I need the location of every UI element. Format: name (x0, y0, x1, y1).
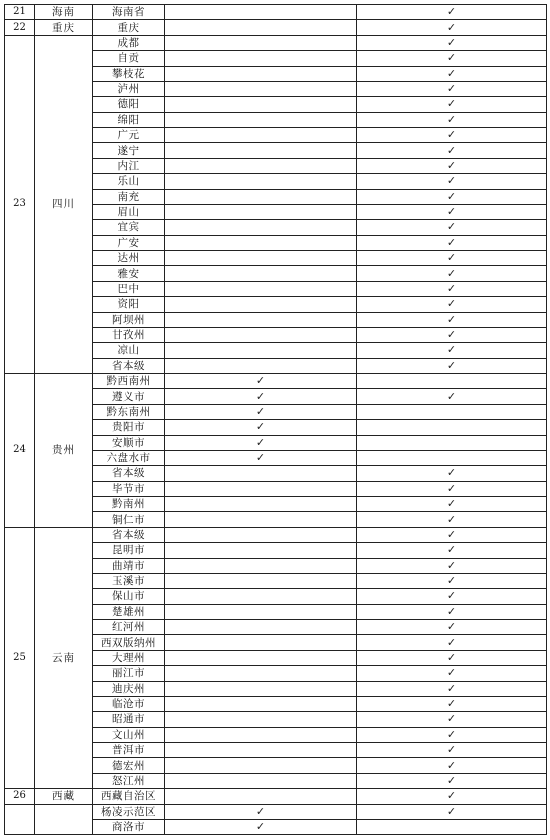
check-column-b-cell (357, 343, 547, 358)
check-column-a-cell (165, 281, 357, 296)
check-column-a-cell (165, 481, 357, 496)
checkmark-icon: ✓ (446, 558, 457, 572)
city-name-cell: 玉溪市 (93, 573, 165, 588)
check-column-a-cell (165, 696, 357, 711)
city-name-cell: 毕节市 (93, 481, 165, 496)
check-column-b-cell (357, 112, 547, 127)
check-column-b-cell (357, 266, 547, 281)
checkmark-icon: ✓ (446, 251, 457, 265)
table-row (5, 789, 547, 804)
checkmark-icon: ✓ (255, 435, 266, 449)
checkmark-icon: ✓ (446, 174, 457, 188)
check-column-b-cell (357, 220, 547, 235)
checkmark-icon: ✓ (446, 82, 457, 96)
check-column-a-cell (165, 650, 357, 665)
province-name-cell: 四川 (35, 35, 93, 373)
city-name-cell: 攀枝花 (93, 66, 165, 81)
check-column-a-cell (165, 20, 357, 35)
check-column-a-cell (165, 358, 357, 373)
check-column-b-cell (357, 743, 547, 758)
checkmark-icon: ✓ (446, 35, 457, 49)
checkmark-icon: ✓ (446, 650, 457, 664)
checkmark-icon: ✓ (446, 281, 457, 295)
checkmark-icon: ✓ (446, 312, 457, 326)
checkmark-icon: ✓ (446, 574, 457, 588)
check-column-b-cell (357, 158, 547, 173)
check-column-b-cell (357, 666, 547, 681)
check-column-b-cell (357, 20, 547, 35)
city-name-cell: 普洱市 (93, 743, 165, 758)
province-name-cell: 西藏 (35, 789, 93, 804)
checkmark-icon: ✓ (446, 66, 457, 80)
check-column-a-cell (165, 174, 357, 189)
check-column-b-cell (357, 312, 547, 327)
check-column-b-cell (357, 81, 547, 96)
city-name-cell: 红河州 (93, 620, 165, 635)
check-column-a-cell (165, 189, 357, 204)
check-column-b-cell (357, 327, 547, 342)
city-name-cell: 眉山 (93, 204, 165, 219)
checkmark-icon: ✓ (446, 743, 457, 757)
check-column-a-cell (165, 35, 357, 50)
checkmark-icon: ✓ (446, 497, 457, 511)
city-name-cell: 资阳 (93, 297, 165, 312)
check-column-b-cell (357, 189, 547, 204)
city-name-cell: 曲靖市 (93, 558, 165, 573)
check-column-b-cell (357, 497, 547, 512)
check-column-b-cell (357, 819, 547, 834)
check-column-a-cell (165, 819, 357, 834)
check-column-b-cell (357, 620, 547, 635)
table-row (5, 374, 547, 389)
province-number-cell: 23 (5, 35, 35, 373)
check-column-b-cell (357, 604, 547, 619)
check-column-a-cell (165, 727, 357, 742)
check-column-b-cell (357, 727, 547, 742)
check-column-a-cell (165, 420, 357, 435)
check-column-a-cell (165, 620, 357, 635)
check-column-a-cell (165, 251, 357, 266)
city-name-cell: 凉山 (93, 343, 165, 358)
check-column-b-cell (357, 481, 547, 496)
check-column-a-cell (165, 128, 357, 143)
check-column-b-cell (357, 204, 547, 219)
check-column-a-cell (165, 327, 357, 342)
checkmark-icon: ✓ (255, 804, 266, 818)
check-column-a-cell (165, 604, 357, 619)
checkmark-icon: ✓ (446, 5, 457, 19)
province-number-cell: 25 (5, 527, 35, 788)
city-name-cell: 重庆 (93, 20, 165, 35)
province-number-cell: 26 (5, 789, 35, 804)
check-column-b-cell (357, 435, 547, 450)
checkmark-icon: ✓ (255, 451, 266, 465)
checkmark-icon: ✓ (446, 727, 457, 741)
check-column-a-cell (165, 743, 357, 758)
checkmark-icon: ✓ (255, 389, 266, 403)
check-column-a-cell (165, 773, 357, 788)
city-name-cell: 自贡 (93, 51, 165, 66)
province-name-cell: 贵州 (35, 374, 93, 528)
check-column-b-cell (357, 128, 547, 143)
city-name-cell: 迪庆州 (93, 681, 165, 696)
check-column-a-cell (165, 143, 357, 158)
city-name-cell: 省本级 (93, 358, 165, 373)
city-name-cell: 绵阳 (93, 112, 165, 127)
city-name-cell: 黔西南州 (93, 374, 165, 389)
city-name-cell: 丽江市 (93, 666, 165, 681)
check-column-a-cell (165, 297, 357, 312)
check-column-a-cell (165, 389, 357, 404)
check-column-a-cell (165, 5, 357, 20)
check-column-a-cell (165, 312, 357, 327)
check-column-b-cell (357, 589, 547, 604)
city-name-cell: 保山市 (93, 589, 165, 604)
check-column-a-cell (165, 435, 357, 450)
checkmark-icon: ✓ (446, 112, 457, 126)
check-column-a-cell (165, 158, 357, 173)
checkmark-icon: ✓ (446, 527, 457, 541)
checkmark-icon: ✓ (255, 374, 266, 388)
city-name-cell: 省本级 (93, 527, 165, 542)
check-column-b-cell (357, 235, 547, 250)
province-number-cell: 24 (5, 374, 35, 528)
check-column-b-cell (357, 281, 547, 296)
city-name-cell: 广元 (93, 128, 165, 143)
check-column-b-cell (357, 558, 547, 573)
checkmark-icon: ✓ (446, 466, 457, 480)
city-name-cell: 西双版纳州 (93, 635, 165, 650)
check-column-a-cell (165, 235, 357, 250)
city-name-cell: 六盘水市 (93, 450, 165, 465)
city-name-cell: 德阳 (93, 97, 165, 112)
checkmark-icon: ✓ (446, 697, 457, 711)
check-column-a-cell (165, 589, 357, 604)
checkmark-icon: ✓ (446, 205, 457, 219)
province-name-cell: 海南 (35, 5, 93, 20)
city-name-cell: 巴中 (93, 281, 165, 296)
city-name-cell: 省本级 (93, 466, 165, 481)
checkmark-icon: ✓ (446, 773, 457, 787)
table-row (5, 804, 547, 819)
check-column-a-cell (165, 573, 357, 588)
checkmark-icon: ✓ (446, 512, 457, 526)
table-body (5, 5, 547, 835)
province-name-cell: 重庆 (35, 20, 93, 35)
city-name-cell: 雅安 (93, 266, 165, 281)
city-name-cell: 杨凌示范区 (93, 804, 165, 819)
check-column-a-cell (165, 450, 357, 465)
checkmark-icon: ✓ (446, 620, 457, 634)
checkmark-icon: ✓ (446, 389, 457, 403)
city-name-cell: 昭通市 (93, 712, 165, 727)
checkmark-icon: ✓ (255, 404, 266, 418)
check-column-b-cell (357, 174, 547, 189)
checkmark-icon: ✓ (446, 758, 457, 772)
city-name-cell: 楚雄州 (93, 604, 165, 619)
check-column-a-cell (165, 404, 357, 419)
check-column-b-cell (357, 712, 547, 727)
check-column-b-cell (357, 789, 547, 804)
checkmark-icon: ✓ (446, 543, 457, 557)
province-number-cell: 21 (5, 5, 35, 20)
checkmark-icon: ✓ (446, 189, 457, 203)
province-name-cell: 云南 (35, 527, 93, 788)
city-name-cell: 德宏州 (93, 758, 165, 773)
check-column-b-cell (357, 97, 547, 112)
check-column-a-cell (165, 51, 357, 66)
checkmark-icon: ✓ (446, 143, 457, 157)
check-column-b-cell (357, 650, 547, 665)
checkmark-icon: ✓ (446, 158, 457, 172)
check-column-b-cell (357, 543, 547, 558)
check-column-a-cell (165, 466, 357, 481)
checkmark-icon: ✓ (446, 343, 457, 357)
checkmark-icon: ✓ (255, 820, 266, 834)
province-city-table (4, 4, 547, 835)
check-column-a-cell (165, 204, 357, 219)
checkmark-icon: ✓ (446, 51, 457, 65)
province-name-cell (35, 804, 93, 835)
checkmark-icon: ✓ (446, 604, 457, 618)
city-name-cell: 昆明市 (93, 543, 165, 558)
check-column-b-cell (357, 404, 547, 419)
city-name-cell: 黔东南州 (93, 404, 165, 419)
city-name-cell: 临沧市 (93, 696, 165, 711)
checkmark-icon: ✓ (446, 589, 457, 603)
check-column-a-cell (165, 374, 357, 389)
check-column-b-cell (357, 512, 547, 527)
check-column-a-cell (165, 497, 357, 512)
city-name-cell: 阿坝州 (93, 312, 165, 327)
check-column-a-cell (165, 266, 357, 281)
check-column-a-cell (165, 81, 357, 96)
checkmark-icon: ✓ (446, 789, 457, 803)
city-name-cell: 成都 (93, 35, 165, 50)
check-column-b-cell (357, 450, 547, 465)
check-column-b-cell (357, 297, 547, 312)
city-name-cell: 海南省 (93, 5, 165, 20)
city-name-cell: 南充 (93, 189, 165, 204)
check-column-a-cell (165, 789, 357, 804)
city-name-cell: 甘孜州 (93, 327, 165, 342)
city-name-cell: 怒江州 (93, 773, 165, 788)
check-column-a-cell (165, 512, 357, 527)
city-name-cell: 遂宁 (93, 143, 165, 158)
table-row (5, 527, 547, 542)
table-row (5, 5, 547, 20)
check-column-b-cell (357, 374, 547, 389)
city-name-cell: 遵义市 (93, 389, 165, 404)
check-column-b-cell (357, 758, 547, 773)
check-column-b-cell (357, 358, 547, 373)
checkmark-icon: ✓ (255, 420, 266, 434)
checkmark-icon: ✓ (446, 97, 457, 111)
check-column-b-cell (357, 251, 547, 266)
check-column-a-cell (165, 97, 357, 112)
check-column-b-cell (357, 804, 547, 819)
city-name-cell: 广安 (93, 235, 165, 250)
check-column-b-cell (357, 681, 547, 696)
province-number-cell (5, 804, 35, 835)
check-column-b-cell (357, 66, 547, 81)
check-column-b-cell (357, 143, 547, 158)
city-name-cell: 达州 (93, 251, 165, 266)
table-row (5, 20, 547, 35)
checkmark-icon: ✓ (446, 358, 457, 372)
check-column-a-cell (165, 804, 357, 819)
check-column-a-cell (165, 66, 357, 81)
check-column-a-cell (165, 527, 357, 542)
check-column-b-cell (357, 389, 547, 404)
check-column-a-cell (165, 343, 357, 358)
check-column-b-cell (357, 420, 547, 435)
city-name-cell: 西藏自治区 (93, 789, 165, 804)
check-column-b-cell (357, 51, 547, 66)
check-column-a-cell (165, 666, 357, 681)
city-name-cell: 商洛市 (93, 819, 165, 834)
check-column-b-cell (357, 527, 547, 542)
check-column-b-cell (357, 35, 547, 50)
checkmark-icon: ✓ (446, 804, 457, 818)
checkmark-icon: ✓ (446, 328, 457, 342)
table-row (5, 35, 547, 50)
check-column-b-cell (357, 773, 547, 788)
checkmark-icon: ✓ (446, 666, 457, 680)
city-name-cell: 宜宾 (93, 220, 165, 235)
check-column-a-cell (165, 635, 357, 650)
check-column-a-cell (165, 112, 357, 127)
city-name-cell: 内江 (93, 158, 165, 173)
city-name-cell: 乐山 (93, 174, 165, 189)
checkmark-icon: ✓ (446, 681, 457, 695)
check-column-a-cell (165, 681, 357, 696)
city-name-cell: 黔南州 (93, 497, 165, 512)
check-column-b-cell (357, 5, 547, 20)
check-column-b-cell (357, 635, 547, 650)
checkmark-icon: ✓ (446, 481, 457, 495)
check-column-b-cell (357, 573, 547, 588)
checkmark-icon: ✓ (446, 128, 457, 142)
city-name-cell: 大理州 (93, 650, 165, 665)
checkmark-icon: ✓ (446, 297, 457, 311)
city-name-cell: 文山州 (93, 727, 165, 742)
checkmark-icon: ✓ (446, 20, 457, 34)
check-column-a-cell (165, 543, 357, 558)
city-name-cell: 铜仁市 (93, 512, 165, 527)
check-column-a-cell (165, 558, 357, 573)
city-name-cell: 安顺市 (93, 435, 165, 450)
checkmark-icon: ✓ (446, 635, 457, 649)
checkmark-icon: ✓ (446, 266, 457, 280)
check-column-b-cell (357, 466, 547, 481)
check-column-a-cell (165, 758, 357, 773)
check-column-a-cell (165, 712, 357, 727)
city-name-cell: 泸州 (93, 81, 165, 96)
checkmark-icon: ✓ (446, 235, 457, 249)
city-name-cell: 贵阳市 (93, 420, 165, 435)
checkmark-icon: ✓ (446, 220, 457, 234)
province-number-cell: 22 (5, 20, 35, 35)
check-column-b-cell (357, 696, 547, 711)
check-column-a-cell (165, 220, 357, 235)
checkmark-icon: ✓ (446, 712, 457, 726)
